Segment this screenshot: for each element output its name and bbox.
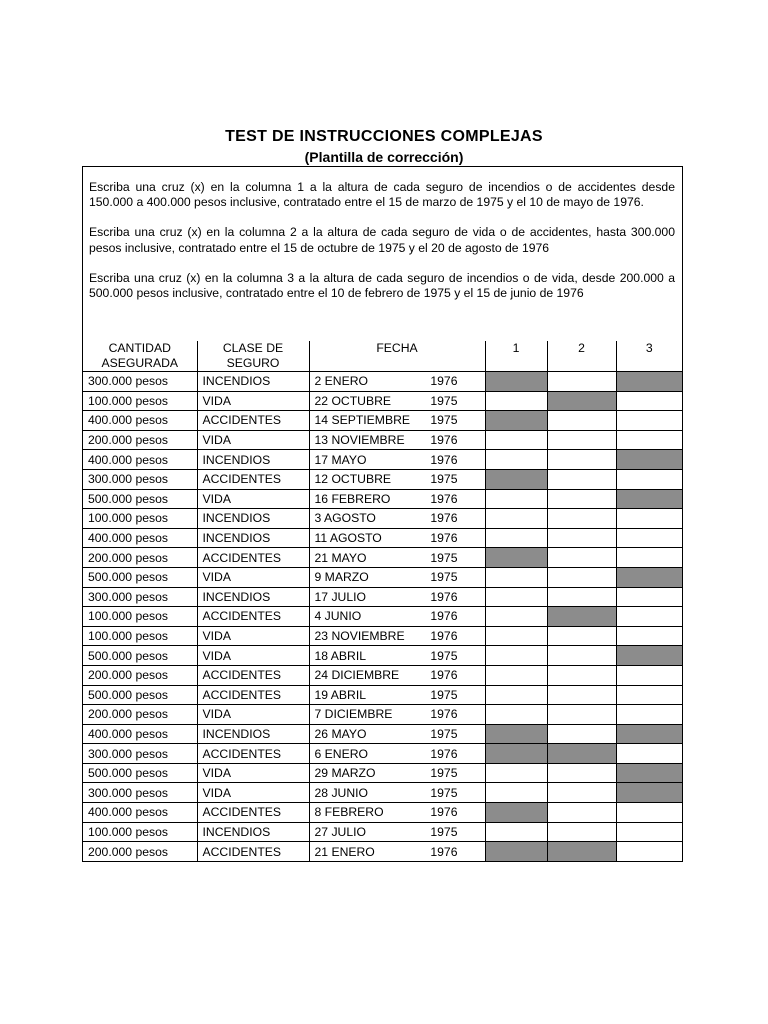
mark-cell-col-2 xyxy=(547,528,616,548)
mark-cell-col-2 xyxy=(547,489,616,509)
mark-cell-col-1 xyxy=(485,450,547,470)
mark-cell-col-2 xyxy=(547,430,616,450)
date-day-month: 29 MARZO xyxy=(314,766,376,781)
mark-cell-col-2 xyxy=(547,391,616,411)
date-day-month: 14 SEPTIEMBRE xyxy=(314,413,411,428)
insurance-type-cell: ACCIDENTES xyxy=(197,607,309,627)
date-cell xyxy=(309,411,485,431)
mark-cell-col-2 xyxy=(547,665,616,685)
date-day-month: 4 JUNIO xyxy=(314,609,362,624)
instructions-box xyxy=(83,167,682,341)
mark-cell-col-2 xyxy=(547,469,616,489)
amount-cell: 200.000 pesos xyxy=(83,705,197,725)
date-day-month: 26 MAYO xyxy=(314,726,367,741)
insurance-type-cell: VIDA xyxy=(197,646,309,666)
table-body xyxy=(83,372,682,862)
amount-cell: 200.000 pesos xyxy=(83,430,197,450)
date-day-month: 12 OCTUBRE xyxy=(314,472,392,487)
mark-cell-col-3 xyxy=(616,705,682,725)
insurance-type-cell: ACCIDENTES xyxy=(197,803,309,823)
mark-cell-col-1 xyxy=(485,705,547,725)
mark-cell-col-1 xyxy=(485,607,547,627)
date-wrap xyxy=(315,453,480,467)
date-day-month: 27 JULIO xyxy=(314,824,366,839)
date-wrap xyxy=(315,551,480,565)
table-row xyxy=(83,822,682,842)
table-row xyxy=(83,763,682,783)
mark-cell-col-2 xyxy=(547,548,616,568)
table-row xyxy=(83,842,682,862)
mark-cell-col-3 xyxy=(616,822,682,842)
mark-cell-col-3 xyxy=(616,685,682,705)
date-wrap xyxy=(315,747,480,761)
amount-cell: 300.000 pesos xyxy=(83,372,197,392)
table-row xyxy=(83,411,682,431)
table-row xyxy=(83,626,682,646)
mark-cell-col-1 xyxy=(485,587,547,607)
table-row xyxy=(83,489,682,509)
amount-cell: 500.000 pesos xyxy=(83,489,197,509)
date-year: 1976 xyxy=(430,629,458,644)
insurance-type-cell: ACCIDENTES xyxy=(197,665,309,685)
mark-cell-col-3 xyxy=(616,744,682,764)
mark-cell-col-1 xyxy=(485,724,547,744)
mark-cell-col-3 xyxy=(616,803,682,823)
date-wrap xyxy=(315,492,480,506)
amount-cell: 400.000 pesos xyxy=(83,724,197,744)
table-row xyxy=(83,705,682,725)
amount-cell: 400.000 pesos xyxy=(83,411,197,431)
mark-cell-col-1 xyxy=(485,646,547,666)
mark-cell-col-1 xyxy=(485,548,547,568)
date-cell xyxy=(309,803,485,823)
insurance-type-cell: ACCIDENTES xyxy=(197,744,309,764)
amount-cell: 100.000 pesos xyxy=(83,822,197,842)
date-year: 1975 xyxy=(430,413,458,428)
mark-cell-col-1 xyxy=(485,763,547,783)
mark-cell-col-1 xyxy=(485,685,547,705)
header-col-3: 3 xyxy=(616,341,682,372)
amount-cell: 100.000 pesos xyxy=(83,391,197,411)
mark-cell-col-3 xyxy=(616,783,682,803)
date-cell xyxy=(309,763,485,783)
date-cell xyxy=(309,469,485,489)
date-cell xyxy=(309,783,485,803)
date-day-month: 23 NOVIEMBRE xyxy=(314,629,405,644)
mark-cell-col-1 xyxy=(485,803,547,823)
amount-cell: 400.000 pesos xyxy=(83,803,197,823)
header-type-line2: SEGURO xyxy=(226,356,280,370)
mark-cell-col-3 xyxy=(616,489,682,509)
date-day-month: 2 ENERO xyxy=(314,374,369,389)
mark-cell-col-2 xyxy=(547,450,616,470)
date-wrap xyxy=(315,825,480,839)
mark-cell-col-2 xyxy=(547,646,616,666)
date-day-month: 9 MARZO xyxy=(314,570,369,585)
date-year: 1975 xyxy=(430,648,458,663)
insurance-type-cell: ACCIDENTES xyxy=(197,411,309,431)
mark-cell-col-3 xyxy=(616,411,682,431)
header-row xyxy=(83,341,682,372)
insurance-type-cell: INCENDIOS xyxy=(197,724,309,744)
date-year: 1975 xyxy=(430,687,458,702)
date-day-month: 28 JUNIO xyxy=(314,785,369,800)
insurance-type-cell: INCENDIOS xyxy=(197,587,309,607)
date-cell xyxy=(309,567,485,587)
amount-cell: 500.000 pesos xyxy=(83,685,197,705)
header-amount-line2: ASEGURADA xyxy=(101,356,179,370)
date-year: 1976 xyxy=(430,531,458,546)
date-day-month: 8 FEBRERO xyxy=(314,805,384,820)
date-cell xyxy=(309,430,485,450)
date-cell xyxy=(309,509,485,529)
date-cell xyxy=(309,842,485,862)
mark-cell-col-1 xyxy=(485,626,547,646)
instruction-3: Escriba una cruz (x) en la columna 3 a la altura de cada seguro de incendios o de vida, desde 200.000 a 500.000 pesos inclusive, contratado entre el 10 de febrero de 1975 y el 15 de junio de 1976 xyxy=(89,270,675,301)
mark-cell-col-3 xyxy=(616,763,682,783)
date-wrap xyxy=(315,609,480,623)
mark-cell-col-3 xyxy=(616,450,682,470)
date-wrap xyxy=(315,805,480,819)
date-cell xyxy=(309,607,485,627)
date-wrap xyxy=(315,394,480,408)
date-year: 1975 xyxy=(430,766,458,781)
mark-cell-col-3 xyxy=(616,665,682,685)
date-cell xyxy=(309,528,485,548)
mark-cell-col-2 xyxy=(547,744,616,764)
insurance-type-cell: VIDA xyxy=(197,783,309,803)
insurance-type-cell: ACCIDENTES xyxy=(197,548,309,568)
mark-cell-col-2 xyxy=(547,803,616,823)
date-year: 1975 xyxy=(430,472,458,487)
amount-cell: 300.000 pesos xyxy=(83,744,197,764)
date-wrap xyxy=(315,472,480,486)
mark-cell-col-3 xyxy=(616,548,682,568)
date-cell xyxy=(309,372,485,392)
mark-cell-col-1 xyxy=(485,744,547,764)
table-row xyxy=(83,724,682,744)
date-year: 1976 xyxy=(430,374,458,389)
table-row xyxy=(83,567,682,587)
insurance-type-cell: INCENDIOS xyxy=(197,372,309,392)
table-row xyxy=(83,509,682,529)
mark-cell-col-1 xyxy=(485,411,547,431)
mark-cell-col-2 xyxy=(547,509,616,529)
mark-cell-col-1 xyxy=(485,489,547,509)
insurance-type-cell: INCENDIOS xyxy=(197,822,309,842)
header-type-line1: CLASE DE xyxy=(222,341,284,355)
mark-cell-col-1 xyxy=(485,842,547,862)
table-row xyxy=(83,783,682,803)
date-year: 1975 xyxy=(430,726,458,741)
amount-cell: 200.000 pesos xyxy=(83,548,197,568)
date-year: 1975 xyxy=(430,393,458,408)
mark-cell-col-3 xyxy=(616,842,682,862)
date-cell xyxy=(309,587,485,607)
table-row xyxy=(83,430,682,450)
table-row xyxy=(83,587,682,607)
insurance-type-cell: INCENDIOS xyxy=(197,528,309,548)
insurance-type-cell: ACCIDENTES xyxy=(197,842,309,862)
mark-cell-col-3 xyxy=(616,626,682,646)
date-day-month: 13 NOVIEMBRE xyxy=(314,433,405,448)
date-wrap xyxy=(315,570,480,584)
mark-cell-col-3 xyxy=(616,430,682,450)
date-cell xyxy=(309,665,485,685)
amount-cell: 100.000 pesos xyxy=(83,626,197,646)
header-amount-line1: CANTIDAD xyxy=(108,341,171,355)
amount-cell: 100.000 pesos xyxy=(83,607,197,627)
table-row xyxy=(83,450,682,470)
mark-cell-col-3 xyxy=(616,528,682,548)
table-row xyxy=(83,646,682,666)
amount-cell: 400.000 pesos xyxy=(83,528,197,548)
mark-cell-col-3 xyxy=(616,372,682,392)
date-day-month: 18 ABRIL xyxy=(314,648,366,663)
date-wrap xyxy=(315,727,480,741)
date-year: 1976 xyxy=(430,805,458,820)
mark-cell-col-2 xyxy=(547,587,616,607)
mark-cell-col-2 xyxy=(547,607,616,627)
date-cell xyxy=(309,646,485,666)
date-year: 1976 xyxy=(430,491,458,506)
date-day-month: 21 MAYO xyxy=(314,550,367,565)
date-cell xyxy=(309,822,485,842)
answer-sheet xyxy=(82,166,683,862)
header-date: FECHA xyxy=(309,341,485,372)
mark-cell-col-3 xyxy=(616,607,682,627)
table-row xyxy=(83,372,682,392)
table-row xyxy=(83,685,682,705)
header-col-2: 2 xyxy=(547,341,616,372)
date-year: 1976 xyxy=(430,844,458,859)
date-cell xyxy=(309,391,485,411)
date-year: 1976 xyxy=(430,609,458,624)
mark-cell-col-2 xyxy=(547,705,616,725)
date-day-month: 17 MAYO xyxy=(314,452,367,467)
mark-cell-col-2 xyxy=(547,372,616,392)
date-cell xyxy=(309,705,485,725)
date-cell xyxy=(309,626,485,646)
date-wrap xyxy=(315,668,480,682)
date-year: 1976 xyxy=(430,746,458,761)
amount-cell: 100.000 pesos xyxy=(83,509,197,529)
mark-cell-col-2 xyxy=(547,567,616,587)
insurance-type-cell: ACCIDENTES xyxy=(197,685,309,705)
insurance-type-cell: VIDA xyxy=(197,705,309,725)
date-wrap xyxy=(315,511,480,525)
document-title: TEST DE INSTRUCCIONES COMPLEJAS xyxy=(225,128,543,145)
date-cell xyxy=(309,744,485,764)
insurance-type-cell: VIDA xyxy=(197,391,309,411)
date-year: 1976 xyxy=(430,668,458,683)
date-wrap xyxy=(315,766,480,780)
date-year: 1976 xyxy=(430,452,458,467)
table-row xyxy=(83,391,682,411)
date-wrap xyxy=(315,590,480,604)
mark-cell-col-1 xyxy=(485,567,547,587)
mark-cell-col-2 xyxy=(547,724,616,744)
date-wrap xyxy=(315,413,480,427)
mark-cell-col-3 xyxy=(616,646,682,666)
amount-cell: 500.000 pesos xyxy=(83,763,197,783)
date-year: 1976 xyxy=(430,707,458,722)
date-day-month: 11 AGOSTO xyxy=(314,531,382,546)
insurance-type-cell: INCENDIOS xyxy=(197,509,309,529)
mark-cell-col-3 xyxy=(616,469,682,489)
amount-cell: 200.000 pesos xyxy=(83,665,197,685)
instruction-2: Escriba una cruz (x) en la columna 2 a la altura de cada seguro de vida o de accidentes, hasta 300.000 pesos inclusive, contratado entre el 15 de octubre de 1975 y el 20 de agosto de 1976 xyxy=(89,225,675,255)
amount-cell: 400.000 pesos xyxy=(83,450,197,470)
amount-cell: 200.000 pesos xyxy=(83,842,197,862)
date-year: 1975 xyxy=(430,550,458,565)
mark-cell-col-2 xyxy=(547,822,616,842)
amount-cell: 300.000 pesos xyxy=(83,469,197,489)
date-wrap xyxy=(315,531,480,545)
header-type xyxy=(197,341,309,372)
date-cell xyxy=(309,548,485,568)
mark-cell-col-1 xyxy=(485,783,547,803)
date-cell xyxy=(309,450,485,470)
mark-cell-col-1 xyxy=(485,469,547,489)
header-amount xyxy=(83,341,197,372)
date-day-month: 17 JULIO xyxy=(314,589,366,604)
date-wrap xyxy=(315,433,480,447)
date-day-month: 24 DICIEMBRE xyxy=(314,668,400,683)
date-wrap xyxy=(315,688,480,702)
mark-cell-col-1 xyxy=(485,509,547,529)
date-year: 1975 xyxy=(430,785,458,800)
date-year: 1975 xyxy=(430,570,458,585)
date-day-month: 16 FEBRERO xyxy=(314,491,391,506)
mark-cell-col-3 xyxy=(616,587,682,607)
date-day-month: 19 ABRIL xyxy=(314,687,366,702)
date-year: 1976 xyxy=(430,511,458,526)
date-day-month: 21 ENERO xyxy=(314,844,375,859)
instruction-1: Escriba una cruz (x) en la columna 1 a la altura de cada seguro de incendios o de accidentes desde 150.000 a 400.000 pesos inclusive, contratado entre el 15 de marzo de 1975 y el 10 de mayo de 1976. xyxy=(89,180,675,210)
mark-cell-col-1 xyxy=(485,430,547,450)
date-day-month: 22 OCTUBRE xyxy=(314,393,392,408)
mark-cell-col-2 xyxy=(547,763,616,783)
date-cell xyxy=(309,724,485,744)
mark-cell-col-1 xyxy=(485,822,547,842)
mark-cell-col-2 xyxy=(547,783,616,803)
insurance-table xyxy=(83,341,682,861)
date-wrap xyxy=(315,629,480,643)
mark-cell-col-2 xyxy=(547,685,616,705)
mark-cell-col-1 xyxy=(485,665,547,685)
insurance-type-cell: VIDA xyxy=(197,489,309,509)
date-year: 1975 xyxy=(430,824,458,839)
insurance-type-cell: VIDA xyxy=(197,763,309,783)
table-row xyxy=(83,803,682,823)
table-row xyxy=(83,548,682,568)
table-row xyxy=(83,665,682,685)
insurance-type-cell: VIDA xyxy=(197,430,309,450)
table-row xyxy=(83,744,682,764)
mark-cell-col-2 xyxy=(547,411,616,431)
mark-cell-col-3 xyxy=(616,509,682,529)
table-row xyxy=(83,607,682,627)
amount-cell: 500.000 pesos xyxy=(83,646,197,666)
table-row xyxy=(83,469,682,489)
date-day-month: 6 ENERO xyxy=(314,746,369,761)
insurance-type-cell: ACCIDENTES xyxy=(197,469,309,489)
date-wrap xyxy=(315,649,480,663)
date-year: 1976 xyxy=(430,433,458,448)
amount-cell: 500.000 pesos xyxy=(83,567,197,587)
date-year: 1976 xyxy=(430,589,458,604)
document-subtitle: (Plantilla de corrección) xyxy=(304,149,464,165)
mark-cell-col-3 xyxy=(616,724,682,744)
date-wrap xyxy=(315,707,480,721)
amount-cell: 300.000 pesos xyxy=(83,783,197,803)
header-col-1: 1 xyxy=(485,341,547,372)
amount-cell: 300.000 pesos xyxy=(83,587,197,607)
date-day-month: 7 DICIEMBRE xyxy=(314,707,393,722)
insurance-type-cell: VIDA xyxy=(197,567,309,587)
mark-cell-col-1 xyxy=(485,528,547,548)
mark-cell-col-2 xyxy=(547,626,616,646)
date-day-month: 3 AGOSTO xyxy=(314,511,376,526)
date-wrap xyxy=(315,845,480,859)
date-wrap xyxy=(315,786,480,800)
date-cell xyxy=(309,685,485,705)
insurance-type-cell: VIDA xyxy=(197,626,309,646)
insurance-type-cell: INCENDIOS xyxy=(197,450,309,470)
mark-cell-col-1 xyxy=(485,372,547,392)
mark-cell-col-3 xyxy=(616,391,682,411)
date-cell xyxy=(309,489,485,509)
mark-cell-col-2 xyxy=(547,842,616,862)
mark-cell-col-3 xyxy=(616,567,682,587)
date-wrap xyxy=(315,374,480,388)
mark-cell-col-1 xyxy=(485,391,547,411)
table-row xyxy=(83,528,682,548)
